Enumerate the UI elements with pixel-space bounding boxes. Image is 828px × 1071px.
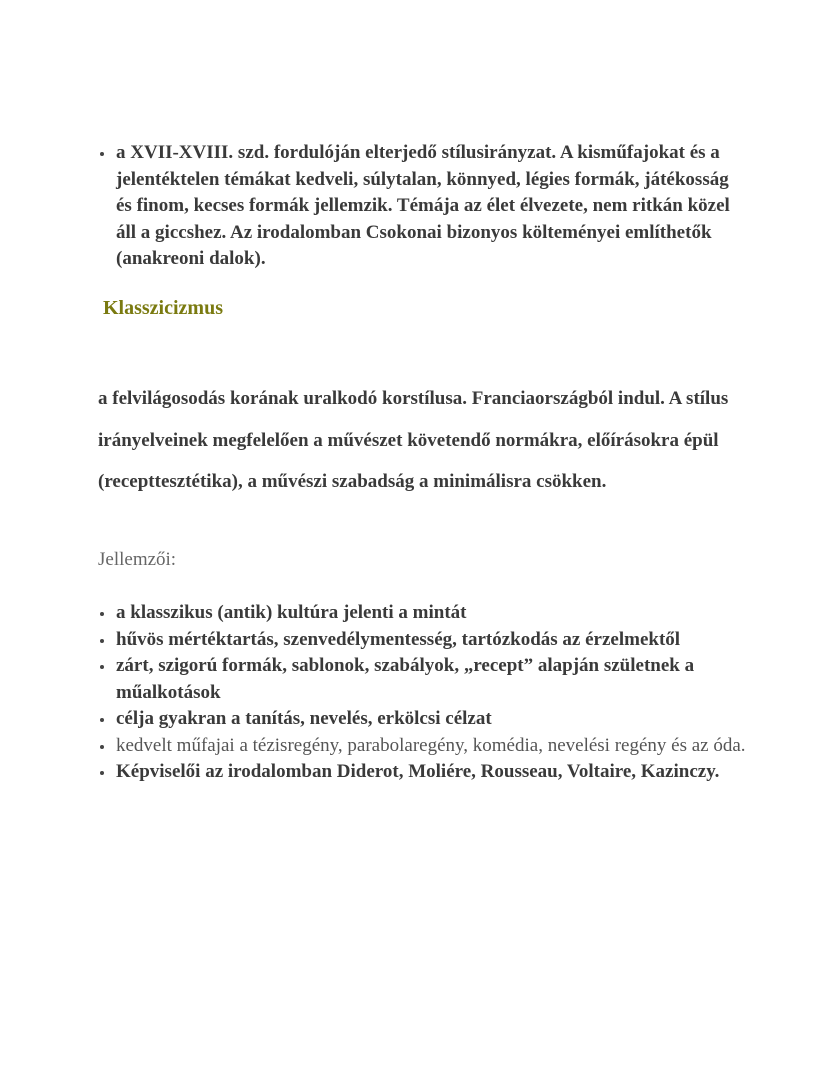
list-item — [86, 733, 746, 760]
list-item — [86, 759, 746, 786]
list-item — [86, 706, 746, 733]
list-item — [86, 600, 746, 627]
classicism-paragraph: a felvilágosodás korának uralkodó korstílusa. Franciaországból indul. A stílus irányelveinek megfelelően a művészet követendő normákra, előírásokra épül (recepttesztétika), a művészi szabadság a minimálisra csökken. — [98, 388, 729, 492]
list-item-text: zárt, szigorú formák, sablonok, szabályok, „recept” alapján születnek a műalkotások — [116, 655, 695, 703]
bullet-icon — [100, 639, 104, 643]
features-bullet-list — [86, 600, 746, 786]
rococo-bullet-list — [86, 140, 746, 273]
list-item-text: hűvös mértéktartás, szenvedélymentesség, tartózkodás az érzelmektől — [116, 628, 681, 650]
section-heading: Klasszicizmus — [103, 297, 223, 319]
list-item-text: Képviselői az irodalomban Diderot, Moliére, Rousseau, Voltaire, Kazinczy. — [116, 761, 720, 782]
bullet-icon — [100, 152, 104, 156]
bullet-icon — [100, 771, 104, 775]
list-item — [86, 140, 746, 273]
list-item-text: célja gyakran a tanítás, nevelés, erkölcsi célzat — [116, 708, 492, 729]
list-item — [86, 653, 746, 706]
bullet-icon — [100, 665, 104, 669]
list-item-text: a klasszikus (antik) kultúra jelenti a mintát — [116, 602, 467, 623]
list-item — [86, 627, 746, 654]
bullet-icon — [100, 745, 104, 749]
bullet-icon — [100, 612, 104, 616]
list-item-text: a XVII-XVIII. szd. fordulóján elterjedő stílusirányzat. A kisműfajokat és a jelentéktelen témákat kedveli, súlytalan, könnyed, légies formák, játékosság és finom, kecses formák jellemzik. Témája az élet élvezete, nem ritkán közel áll a giccshez. Az irodalomban Csokonai bizonyos költeményei említhetők (anakreoni dalok). — [116, 142, 730, 269]
bullet-icon — [100, 718, 104, 722]
features-label: Jellemzői: — [98, 549, 177, 570]
list-item-text: kedvelt műfajai a tézisregény, parabolaregény, komédia, nevelési regény és az óda. — [116, 734, 746, 756]
